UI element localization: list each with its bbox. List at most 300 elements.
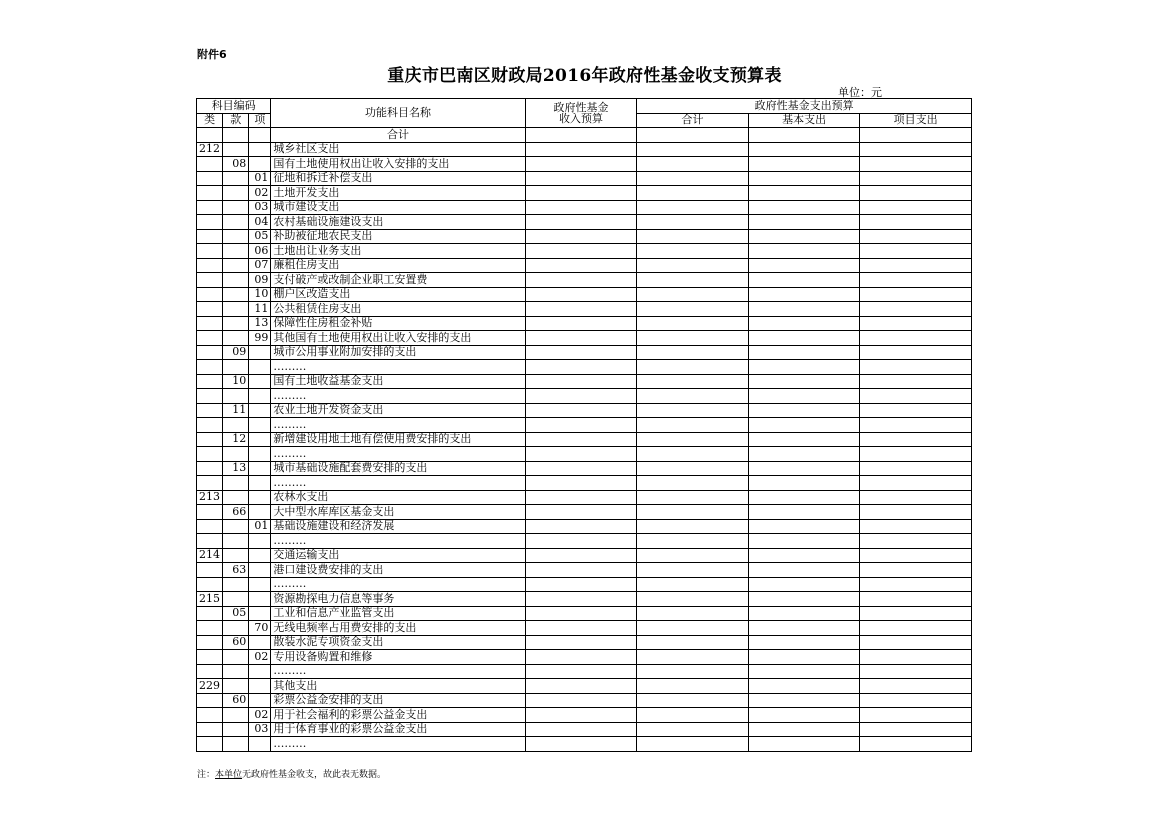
cell-expense-total [637,316,749,331]
cell-expense-total [637,258,749,273]
cell-revenue [525,519,637,534]
attachment-label: 附件6 [197,48,227,61]
cell-function-name: 新增建设用地土地有偿使用费安排的支出 [271,432,525,447]
header-function-name: 功能科目名称 [271,99,525,128]
cell-revenue [525,273,637,288]
cell-revenue [525,708,637,723]
cell-revenue [525,461,637,476]
cell-lei [197,577,223,592]
table-row [197,490,972,505]
cell-lei [197,664,223,679]
cell-basic [748,621,860,636]
cell-kuan [223,737,249,752]
cell-basic [748,345,860,360]
cell-expense-total [637,200,749,215]
cell-basic [748,389,860,404]
cell-expense-total [637,171,749,186]
cell-kuan [223,331,249,346]
cell-xiang: 13 [249,316,271,331]
cell-function-name: 支付破产或改制企业职工安置费 [271,273,525,288]
cell-basic [748,722,860,737]
cell-expense-total [637,693,749,708]
cell-kuan [223,548,249,563]
cell-revenue [525,287,637,302]
cell-revenue [525,258,637,273]
cell-revenue [525,186,637,201]
cell-expense-total [637,142,749,157]
cell-lei [197,621,223,636]
cell-expense-total [637,548,749,563]
cell-function-name: 农林水支出 [271,490,525,505]
cell-function-name: 基础设施建设和经济发展 [271,519,525,534]
cell-lei [197,273,223,288]
cell-kuan: 60 [223,635,249,650]
cell-revenue [525,635,637,650]
cell-xiang [249,432,271,447]
cell-function-name: 农村基础设施建设支出 [271,215,525,230]
cell-project [860,708,972,723]
table-row [197,650,972,665]
cell-revenue [525,171,637,186]
cell-xiang [249,490,271,505]
cell-kuan: 12 [223,432,249,447]
cell-lei [197,708,223,723]
cell-expense-total [637,403,749,418]
cell-revenue [525,679,637,694]
cell-basic [748,287,860,302]
cell-expense-total [637,650,749,665]
table-row [197,737,972,752]
table-row [197,519,972,534]
cell-basic [748,302,860,317]
cell-revenue [525,476,637,491]
cell-basic [748,650,860,665]
cell-kuan: 09 [223,345,249,360]
cell-expense-total [637,679,749,694]
unit-value: 元 [871,86,882,99]
table-row [197,447,972,462]
cell-project [860,447,972,462]
cell-project [860,258,972,273]
cell-revenue [525,693,637,708]
cell-xiang [249,418,271,433]
cell-revenue [525,331,637,346]
cell-basic [748,403,860,418]
cell-lei [197,287,223,302]
cell-basic [748,360,860,375]
cell-expense-total [637,432,749,447]
cell-expense-total [637,606,749,621]
cell-function-name: 无线电频率占用费安排的支出 [271,621,525,636]
table-row [197,592,972,607]
table-row [197,534,972,549]
cell-kuan [223,302,249,317]
cell-lei [197,331,223,346]
header-revenue-budget-line2: 收入预算 [558,112,603,125]
cell-lei [197,606,223,621]
footnote-text: 无政府性基金收支，故此表无数据。 [242,770,387,780]
cell-revenue [525,229,637,244]
cell-expense-total [637,664,749,679]
cell-revenue [525,664,637,679]
cell-basic [748,505,860,520]
cell-revenue [525,621,637,636]
cell-lei [197,171,223,186]
cell-xiang: 70 [249,621,271,636]
header-basic-expense: 基本支出 [748,113,860,128]
cell-function-name: 补助被征地农民支出 [271,229,525,244]
cell-function-name: ……… [271,447,525,462]
cell-kuan [223,128,249,143]
cell-expense-total [637,360,749,375]
cell-kuan [223,229,249,244]
cell-revenue [525,490,637,505]
cell-revenue [525,606,637,621]
cell-lei [197,432,223,447]
cell-project [860,215,972,230]
cell-lei [197,229,223,244]
cell-revenue [525,244,637,259]
cell-basic [748,215,860,230]
cell-project [860,331,972,346]
cell-function-name: 保障性住房租金补贴 [271,316,525,331]
cell-expense-total [637,563,749,578]
cell-xiang [249,548,271,563]
table-row [197,360,972,375]
cell-basic [748,157,860,172]
cell-function-name: 交通运输支出 [271,548,525,563]
cell-kuan: 60 [223,693,249,708]
cell-xiang [249,693,271,708]
cell-expense-total [637,534,749,549]
cell-function-name: 城市基础设施配套费安排的支出 [271,461,525,476]
cell-revenue [525,505,637,520]
cell-function-name: 其他支出 [271,679,525,694]
cell-kuan [223,621,249,636]
cell-expense-total [637,374,749,389]
cell-xiang [249,360,271,375]
cell-xiang: 06 [249,244,271,259]
cell-project [860,563,972,578]
cell-project [860,679,972,694]
cell-project [860,374,972,389]
table-row [197,403,972,418]
header-xiang: 项 [249,113,271,128]
cell-xiang [249,635,271,650]
cell-project [860,490,972,505]
cell-lei [197,215,223,230]
cell-revenue [525,360,637,375]
cell-project [860,229,972,244]
cell-revenue [525,548,637,563]
cell-lei [197,693,223,708]
cell-expense-total [637,215,749,230]
cell-basic [748,186,860,201]
table-row [197,461,972,476]
total-row [197,128,972,143]
cell-xiang: 10 [249,287,271,302]
cell-project [860,737,972,752]
cell-lei [197,302,223,317]
table-row [197,606,972,621]
cell-project [860,505,972,520]
header-revenue-budget [525,99,637,128]
cell-lei [197,389,223,404]
cell-function-name: ……… [271,360,525,375]
cell-function-name: 资源勘探电力信息等事务 [271,592,525,607]
cell-basic [748,171,860,186]
table-row [197,374,972,389]
cell-basic [748,331,860,346]
cell-function-name: ……… [271,418,525,433]
cell-xiang [249,345,271,360]
footnote-prefix: 注： [197,770,216,780]
cell-project [860,664,972,679]
cell-xiang [249,534,271,549]
cell-expense-total [637,345,749,360]
cell-lei [197,519,223,534]
cell-expense-total [637,273,749,288]
cell-revenue [525,650,637,665]
table-row [197,548,972,563]
cell-project [860,461,972,476]
cell-expense-total [637,418,749,433]
cell-kuan [223,287,249,302]
cell-xiang [249,664,271,679]
cell-project [860,316,972,331]
cell-lei: 213 [197,490,223,505]
cell-kuan [223,200,249,215]
cell-expense-total [637,592,749,607]
cell-function-name: ……… [271,534,525,549]
cell-revenue [525,374,637,389]
cell-function-name: 国有土地使用权出让收入安排的支出 [271,157,525,172]
cell-revenue [525,577,637,592]
header-project-expense: 项目支出 [860,113,972,128]
cell-xiang: 11 [249,302,271,317]
cell-basic [748,534,860,549]
cell-expense-total [637,476,749,491]
cell-expense-total [637,389,749,404]
cell-kuan [223,519,249,534]
cell-lei [197,447,223,462]
cell-project [860,403,972,418]
cell-basic [748,592,860,607]
cell-kuan [223,592,249,607]
cell-function-name: 工业和信息产业监管支出 [271,606,525,621]
cell-function-name: 廉租住房支出 [271,258,525,273]
header-lei: 类 [197,113,223,128]
cell-expense-total [637,244,749,259]
cell-lei [197,200,223,215]
cell-revenue [525,157,637,172]
cell-function-name: ……… [271,737,525,752]
cell-kuan [223,490,249,505]
cell-kuan [223,447,249,462]
cell-lei: 229 [197,679,223,694]
cell-project [860,606,972,621]
cell-project [860,432,972,447]
cell-expense-total [637,229,749,244]
cell-xiang [249,447,271,462]
cell-kuan [223,360,249,375]
table-row [197,389,972,404]
cell-xiang [249,563,271,578]
cell-revenue [525,432,637,447]
cell-lei [197,128,223,143]
cell-expense-total [637,577,749,592]
cell-function-name: 土地出让业务支出 [271,244,525,259]
cell-lei [197,258,223,273]
table-row [197,287,972,302]
cell-xiang: 03 [249,722,271,737]
cell-function-name: 国有土地收益基金支出 [271,374,525,389]
cell-xiang [249,157,271,172]
cell-project [860,476,972,491]
cell-function-name: 城乡社区支出 [271,142,525,157]
table-row [197,722,972,737]
table-row [197,345,972,360]
table-row [197,505,972,520]
footnote [197,767,386,780]
cell-basic [748,200,860,215]
cell-kuan [223,722,249,737]
cell-function-name: 征地和拆迁补偿支出 [271,171,525,186]
cell-expense-total [637,186,749,201]
cell-basic [748,548,860,563]
cell-project [860,621,972,636]
cell-kuan [223,476,249,491]
cell-xiang: 09 [249,273,271,288]
cell-xiang [249,461,271,476]
cell-project [860,128,972,143]
cell-kuan [223,534,249,549]
cell-basic [748,374,860,389]
table-row [197,476,972,491]
table-row [197,621,972,636]
cell-kuan [223,389,249,404]
cell-basic [748,679,860,694]
cell-expense-total [637,635,749,650]
cell-kuan [223,215,249,230]
cell-xiang [249,737,271,752]
cell-project [860,273,972,288]
cell-function-name: 其他国有土地使用权出让收入安排的支出 [271,331,525,346]
cell-project [860,200,972,215]
cell-kuan [223,679,249,694]
table-row [197,316,972,331]
cell-function-name: 公共租赁住房支出 [271,302,525,317]
table-row [197,563,972,578]
cell-kuan [223,418,249,433]
cell-project [860,244,972,259]
cell-expense-total [637,737,749,752]
cell-revenue [525,418,637,433]
unit-label-text: 单位： [838,86,871,99]
footnote-unit: 本单位 [215,770,243,780]
cell-basic [748,563,860,578]
cell-function-name: ……… [271,389,525,404]
cell-project [860,519,972,534]
cell-lei: 212 [197,142,223,157]
cell-function-name: 散装水泥专项资金支出 [271,635,525,650]
cell-project [860,635,972,650]
cell-kuan: 11 [223,403,249,418]
cell-basic [748,476,860,491]
cell-kuan [223,664,249,679]
cell-function-name: 彩票公益金安排的支出 [271,693,525,708]
cell-project [860,171,972,186]
cell-expense-total [637,447,749,462]
cell-basic [748,737,860,752]
budget-table [196,98,972,752]
cell-xiang: 01 [249,171,271,186]
cell-revenue [525,316,637,331]
cell-revenue [525,403,637,418]
cell-basic [748,432,860,447]
cell-kuan: 63 [223,563,249,578]
cell-lei [197,722,223,737]
cell-lei [197,737,223,752]
cell-kuan [223,142,249,157]
table-row [197,273,972,288]
cell-kuan: 08 [223,157,249,172]
cell-kuan [223,650,249,665]
cell-function-name: 土地开发支出 [271,186,525,201]
cell-kuan: 10 [223,374,249,389]
table-row [197,229,972,244]
cell-expense-total [637,461,749,476]
cell-xiang: 05 [249,229,271,244]
cell-expense-total [637,708,749,723]
cell-xiang: 01 [249,519,271,534]
cell-revenue [525,215,637,230]
header-total: 合计 [637,113,749,128]
cell-kuan: 13 [223,461,249,476]
cell-xiang [249,577,271,592]
table-row [197,258,972,273]
cell-kuan [223,186,249,201]
cell-expense-total [637,157,749,172]
cell-function-name: 农业土地开发资金支出 [271,403,525,418]
cell-basic [748,635,860,650]
cell-basic [748,418,860,433]
cell-project [860,534,972,549]
cell-project [860,592,972,607]
cell-xiang: 03 [249,200,271,215]
cell-expense-total [637,621,749,636]
cell-project [860,389,972,404]
cell-project [860,577,972,592]
cell-basic [748,447,860,462]
cell-function-name: ……… [271,476,525,491]
table-row [197,577,972,592]
cell-lei [197,345,223,360]
cell-lei [197,157,223,172]
cell-xiang [249,128,271,143]
table-row [197,200,972,215]
table-row [197,331,972,346]
cell-function-name: 棚户区改造支出 [271,287,525,302]
table-row [197,708,972,723]
cell-basic [748,273,860,288]
header-expense-budget: 政府性基金支出预算 [637,99,972,114]
cell-basic [748,693,860,708]
cell-lei [197,505,223,520]
cell-xiang [249,142,271,157]
cell-function-name: 港口建设费安排的支出 [271,563,525,578]
cell-basic [748,519,860,534]
